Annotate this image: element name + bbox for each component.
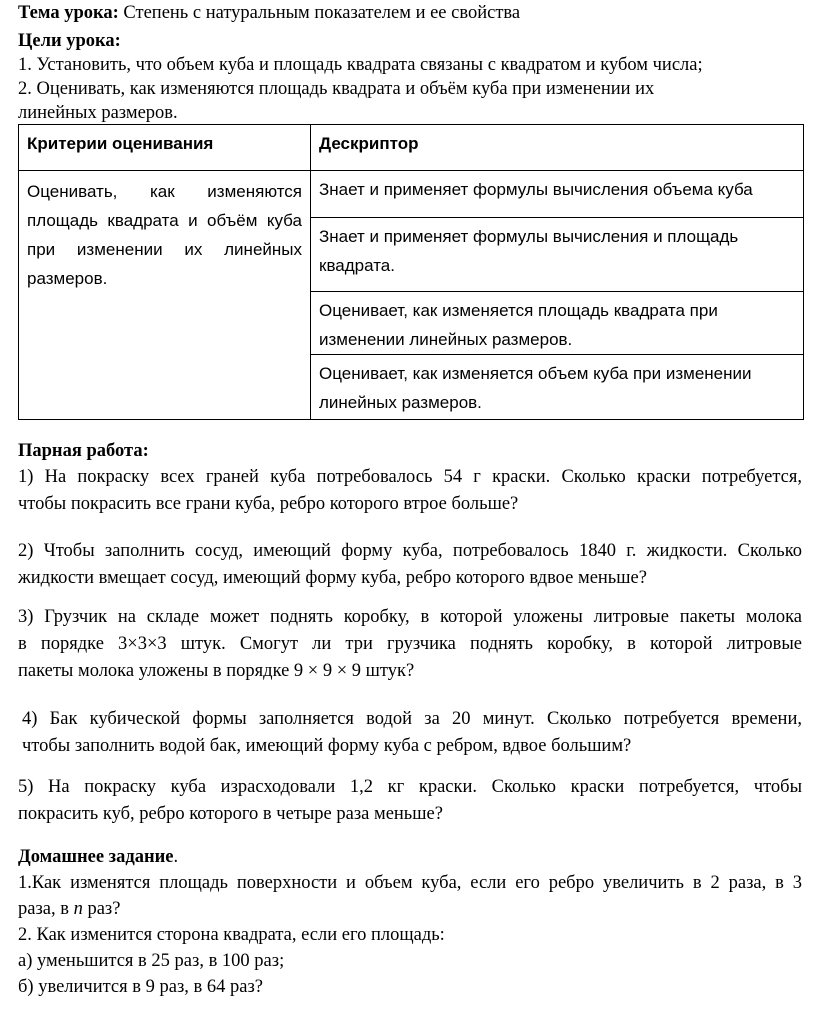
task-2-line-1: 2) Чтобы заполнить сосуд, имеющий форму куба, потребовалось 1840 г. жидкости. Сколько <box>18 541 802 561</box>
task-1-line-2: чтобы покрасить все грани куба, ребро которого втрое больше? <box>18 494 519 514</box>
descriptor-cell: Оценивает, как изменяется объем куба при изменении линейных размеров. <box>311 355 804 420</box>
lesson-topic <box>18 2 520 24</box>
homework-q1-line-1: 1.Как изменятся площадь поверхности и объем куба, если его ребро увеличить в 2 раза, в 3 <box>18 873 802 893</box>
pair-work-title: Парная работа: <box>18 441 149 461</box>
descriptor-cell: Знает и применяет формулы вычисления и площадь квадрата. <box>311 218 804 292</box>
task-3-line-1: 3) Грузчик на складе может поднять коробку, в которой уложены литровые пакеты молока <box>18 607 802 627</box>
task-2 <box>18 538 802 592</box>
q1-text-b: раз? <box>82 899 121 919</box>
task-4 <box>22 706 802 760</box>
homework-q2: 2. Как изменится сторона квадрата, если его площадь: <box>18 925 445 945</box>
criteria-table <box>18 124 804 420</box>
task-2-line-2: жидкости вмещает сосуд, имеющий форму куба, ребро которого вдвое меньше? <box>18 568 647 588</box>
criterion-cell: Оценивать, как изменяются площадь квадрата и объём куба при изменении их линейных размеров. <box>19 171 311 420</box>
table-row <box>19 171 804 218</box>
task-4-line-2: чтобы заполнить водой бак, имеющий форму куба с ребром, вдвое большим? <box>22 736 632 756</box>
column-header-criteria: Критерии оценивания <box>19 125 311 171</box>
q1-variable-n: n <box>73 899 83 919</box>
goal-1: 1. Установить, что объем куба и площадь квадрата связаны с квадратом и кубом числа; <box>18 55 703 75</box>
q1-text-a: раза, в <box>18 899 74 919</box>
task-5-line-1: 5) На покраску куба израсходовали 1,2 кг краски. Сколько краски потребуется, чтобы <box>18 777 802 797</box>
homework-q2-a: а) уменьшится в 25 раз, в 100 раз; <box>18 951 285 971</box>
goals-label: Цели урока: <box>18 31 121 51</box>
task-4-line-1: 4) Бак кубической формы заполняется водой за 20 минут. Сколько потребуется времени, <box>22 709 802 729</box>
goal-2-line-1: 2. Оценивать, как изменяются площадь квадрата и объём куба при изменении их <box>18 79 655 99</box>
task-3-line-2: в порядке 3×3×3 штук. Смогут ли три грузчика поднять коробку, в которой литровые <box>18 634 802 654</box>
task-1-line-1: 1) На покраску всех граней куба потребовалось 54 г краски. Сколько краски потребуется, <box>18 467 802 487</box>
topic-value: Степень с натуральным показателем и ее свойства <box>118 3 521 23</box>
task-3-line-3: пакеты молока уложены в порядке 9 × 9 × 9 штук? <box>18 661 415 681</box>
topic-label: Тема урока: <box>18 3 119 23</box>
task-5 <box>18 774 802 828</box>
column-header-descriptor: Дескриптор <box>311 125 804 171</box>
task-5-line-2: покрасить куб, ребро которого в четыре раза меньше? <box>18 804 443 824</box>
goal-2-line-2: линейных размеров. <box>18 103 178 123</box>
homework-q1-line-2 <box>18 898 120 920</box>
descriptor-cell: Оценивает, как изменяется площадь квадрата при изменении линейных размеров. <box>311 292 804 355</box>
homework-heading <box>18 846 178 868</box>
task-3 <box>18 604 802 685</box>
descriptor-cell: Знает и применяет формулы вычисления объема куба <box>311 171 804 218</box>
homework-q2-b: б) увеличится в 9 раз, в 64 раз? <box>18 977 263 997</box>
goals-heading <box>18 30 121 52</box>
pair-work-heading <box>18 440 149 462</box>
table-header-row <box>19 125 804 171</box>
task-1 <box>18 464 802 518</box>
homework-title: Домашнее задание <box>18 847 174 867</box>
homework-title-suffix: . <box>173 847 179 867</box>
